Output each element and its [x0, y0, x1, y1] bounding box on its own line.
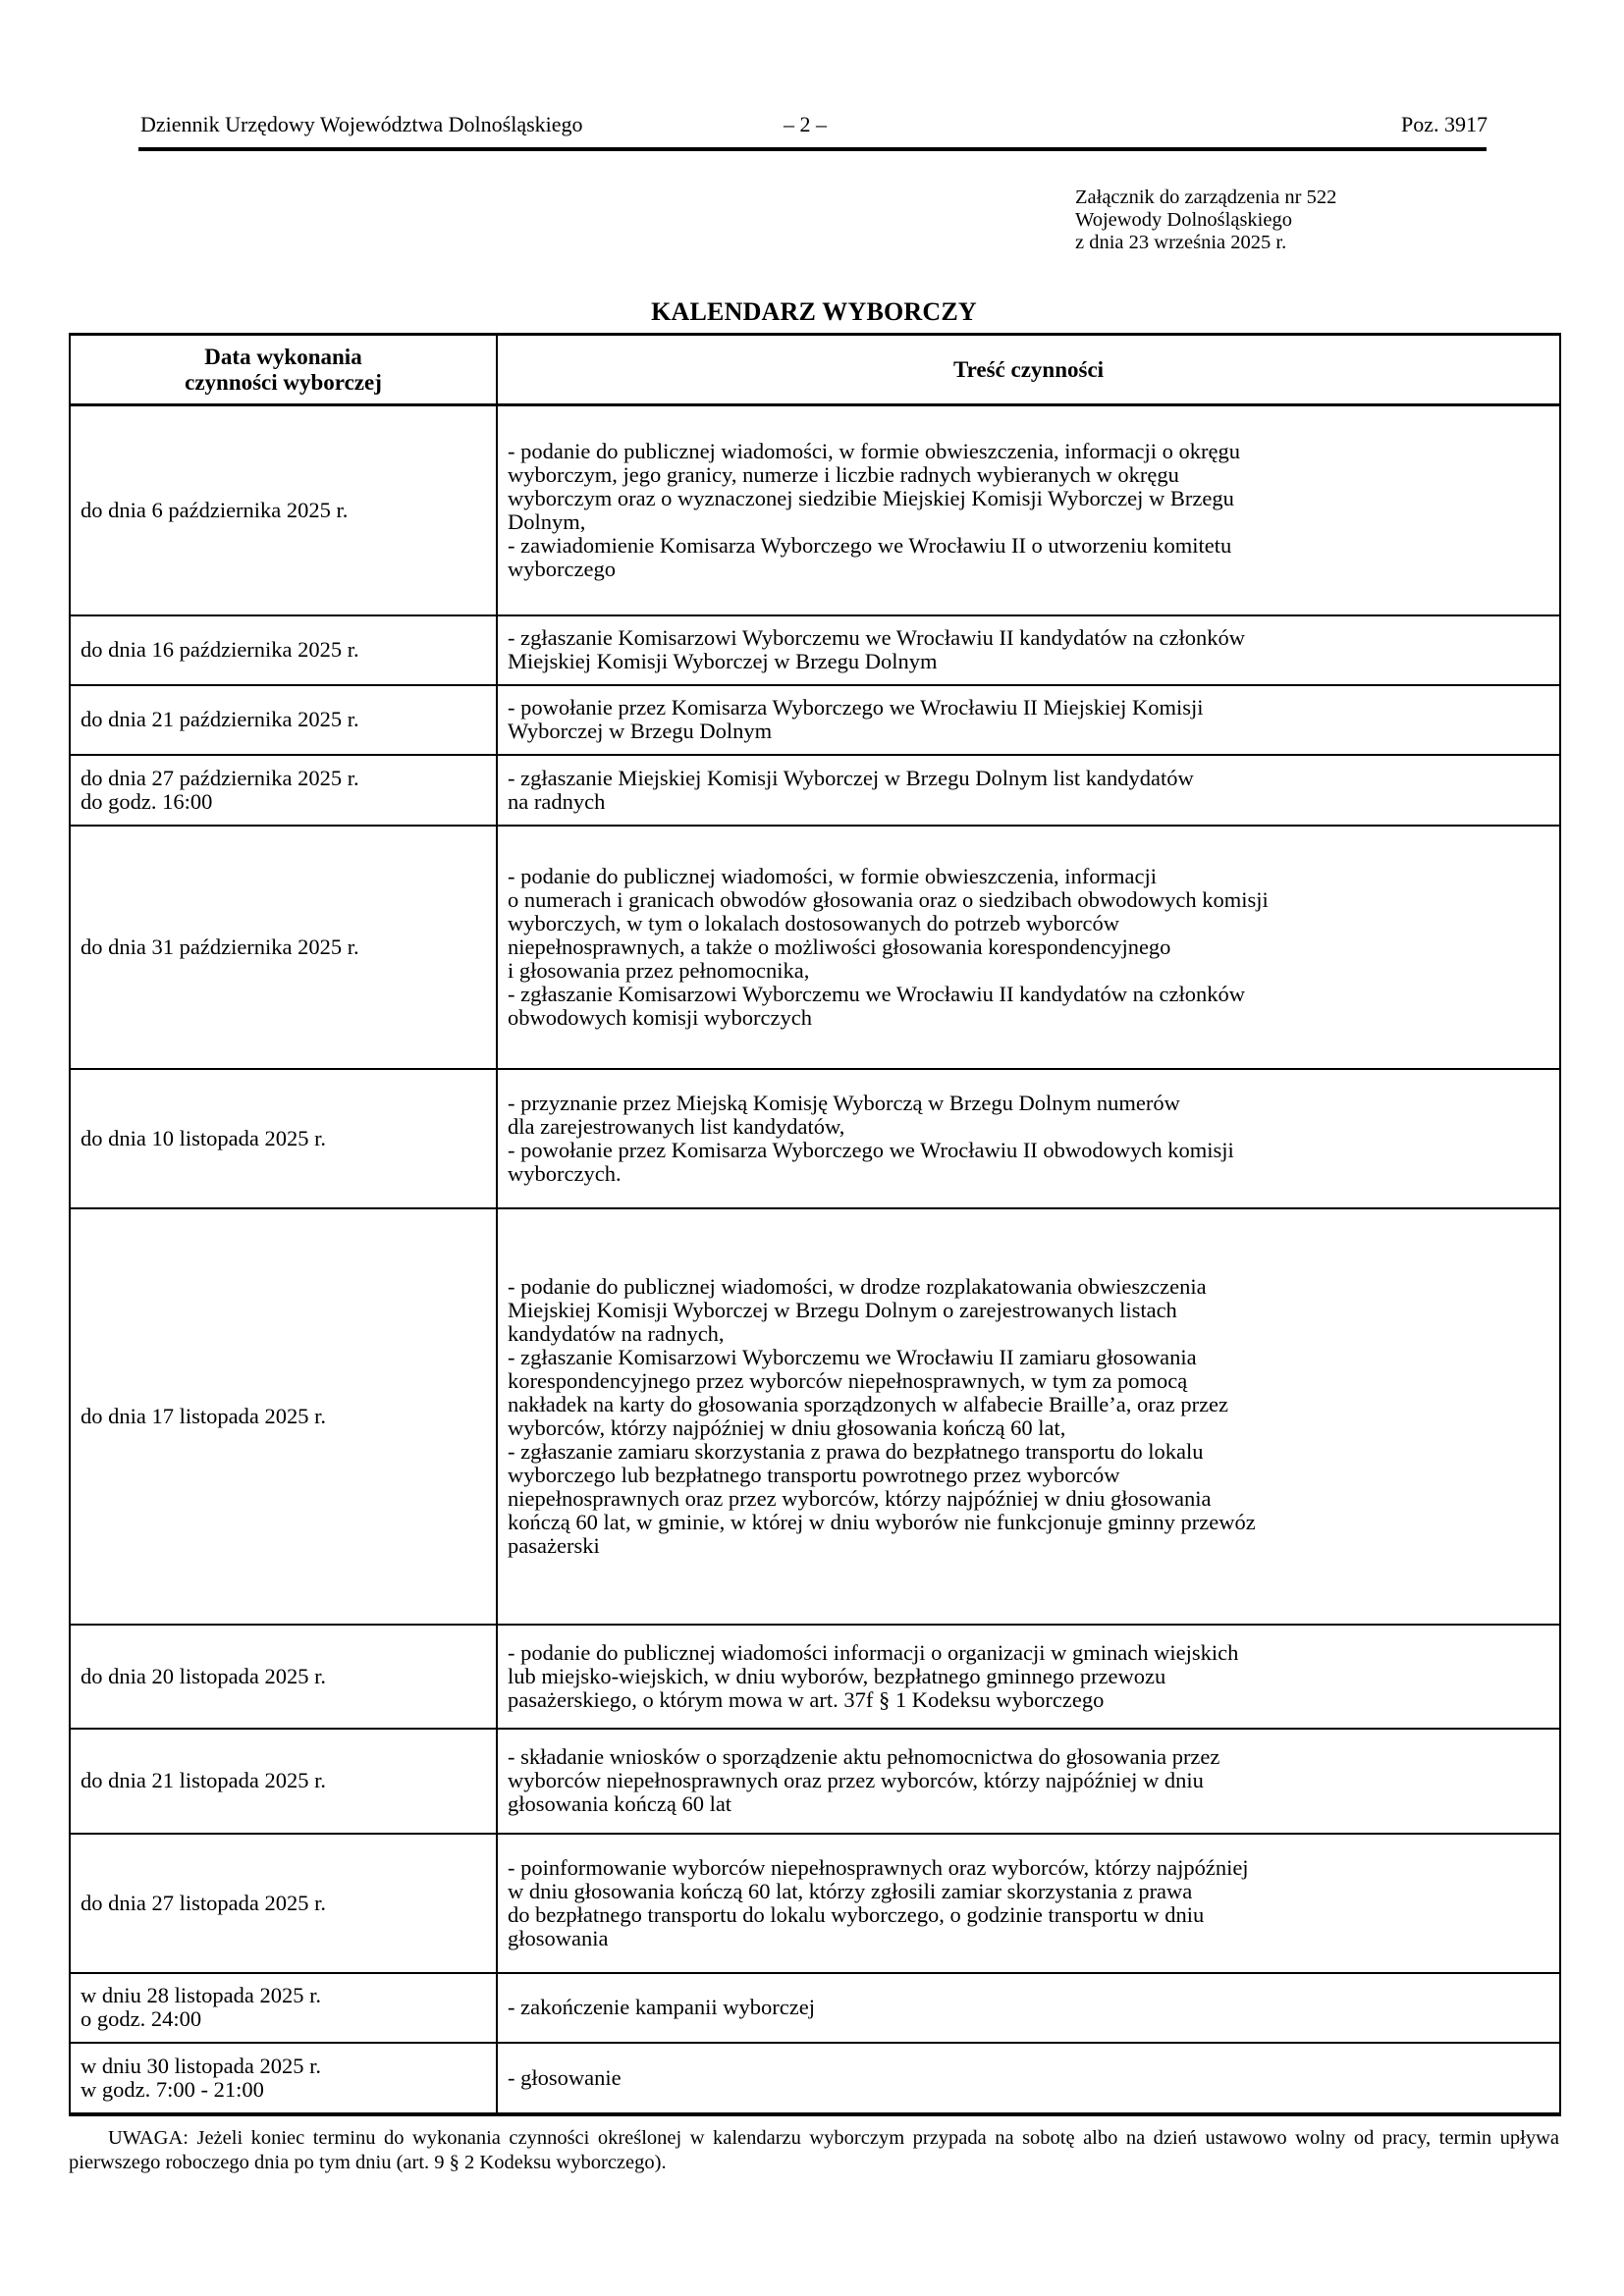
date-line: do dnia 21 października 2025 r.	[81, 707, 359, 731]
content-cell	[497, 2043, 1560, 2114]
date-line: do dnia 10 listopada 2025 r.	[81, 1125, 326, 1150]
content-line: - poinformowanie wyborców niepełnosprawnych oraz wyborców, którzy najpóźniej	[508, 1854, 1249, 1880]
content-cell	[497, 826, 1560, 1069]
content-cell	[497, 1973, 1560, 2043]
table-row	[70, 615, 1560, 685]
content-cell	[497, 1729, 1560, 1834]
content-cell	[497, 1208, 1560, 1625]
content-line: w dniu głosowania kończą 60 lat, którzy zgłosili zamiar skorzystania z prawa	[508, 1878, 1193, 1903]
content-line: i głosowania przez pełnomocnika,	[508, 957, 810, 983]
content-cell	[497, 615, 1560, 685]
table-row	[70, 1208, 1560, 1625]
date-cell	[70, 1729, 497, 1834]
content-line: - zgłaszanie Miejskiej Komisji Wyborczej w Brzegu Dolnym list kandydatów	[508, 765, 1194, 790]
content-line: - zawiadomienie Komisarza Wyborczego we Wrocławiu II o utworzeniu komitetu	[508, 532, 1232, 558]
content-line: Dolnym,	[508, 508, 586, 534]
content-line: na radnych	[508, 788, 606, 814]
date-line: o godz. 24:00	[81, 2006, 202, 2031]
content-line: pasażerski	[508, 1532, 600, 1558]
date-cell	[70, 615, 497, 685]
content-cell	[497, 1834, 1560, 1973]
header-divider	[138, 147, 1487, 151]
content-line: kandydatów na radnych,	[508, 1320, 725, 1346]
date-line: do dnia 6 października 2025 r.	[81, 497, 349, 522]
date-cell	[70, 755, 497, 826]
content-line: wyborczych.	[508, 1160, 622, 1186]
election-calendar-table	[69, 333, 1561, 2116]
document-title: KALENDARZ WYBORCZY	[651, 297, 977, 326]
content-line: niepełnosprawnych oraz przez wyborców, którzy najpóźniej w dniu głosowania	[508, 1485, 1212, 1511]
content-line: wyborczym, jego granicy, numerze i liczbie radnych wybieranych w okręgu	[508, 461, 1179, 487]
date-line: w godz. 7:00 - 21:00	[81, 2076, 264, 2102]
content-line: - zgłaszanie Komisarzowi Wyborczemu we Wrocławiu II kandydatów na członków	[508, 625, 1246, 650]
date-line: do dnia 17 listopada 2025 r.	[81, 1403, 326, 1428]
content-line: głosowania	[508, 1925, 609, 1950]
content-cell	[497, 1625, 1560, 1729]
table-row	[70, 826, 1560, 1069]
content-line: - powołanie przez Komisarza Wyborczego we Wrocławiu II Miejskiej Komisji	[508, 695, 1204, 720]
content-line: - zakończenie kampanii wyborczej	[508, 1995, 815, 2019]
date-cell	[70, 1625, 497, 1729]
content-line: wyborczego	[508, 556, 616, 581]
table-row	[70, 1069, 1560, 1208]
content-line: - przyznanie przez Miejską Komisję Wyborczą w Brzegu Dolnym numerów	[508, 1090, 1180, 1115]
header-content: Treść czynności	[497, 335, 1560, 405]
date-line: do godz. 16:00	[81, 788, 213, 814]
content-cell	[497, 685, 1560, 755]
note-uwaga: UWAGA: Jeżeli koniec terminu do wykonania czynności określonej w kalendarzu wyborczym przypada na sobotę albo na dzień ustawowo wolny od pracy, termin upływa pierwszego roboczego dnia po tym dniu (art. 9 § 2 Kodeksu wyborczego).	[69, 2127, 1559, 2173]
content-line: pasażerskiego, o którym mowa w art. 37f § 1 Kodeksu wyborczego	[508, 1686, 1105, 1712]
content-line: - zgłaszanie Komisarzowi Wyborczemu we Wrocławiu II zamiaru głosowania	[508, 1344, 1197, 1369]
content-line: wyborców, którzy najpóźniej w dniu głosowania kończą 60 lat,	[508, 1415, 1066, 1440]
date-cell	[70, 685, 497, 755]
content-cell	[497, 755, 1560, 826]
content-line: - zgłaszanie Komisarzowi Wyborczemu we Wrocławiu II kandydatów na członków	[508, 981, 1246, 1006]
content-line: o numerach i granicach obwodów głosowania oraz o siedzibach obwodowych komisji	[508, 886, 1269, 912]
content-line: - podanie do publicznej wiadomości, w formie obwieszczenia, informacji	[508, 863, 1158, 888]
content-line: - podanie do publicznej wiadomości, w formie obwieszczenia, informacji o okręgu	[508, 438, 1241, 463]
content-line: korespondencyjnego przez wyborców niepełnosprawnych, w tym za pomocą	[508, 1367, 1188, 1393]
date-line: w dniu 28 listopada 2025 r.	[81, 1983, 321, 2007]
content-line: wyborczych, w tym o lokalach dostosowanych do potrzeb wyborców	[508, 910, 1119, 935]
date-cell	[70, 1973, 497, 2043]
date-line: do dnia 20 listopada 2025 r.	[81, 1663, 326, 1688]
annex-line: Wojewody Dolnośląskiego	[1075, 209, 1292, 231]
content-line: - podanie do publicznej wiadomości informacji o organizacji w gminach wiejskich	[508, 1639, 1239, 1665]
content-line: dla zarejestrowanych list kandydatów,	[508, 1113, 845, 1139]
running-header	[138, 110, 1488, 139]
date-line: do dnia 16 października 2025 r.	[81, 637, 359, 662]
date-cell	[70, 1834, 497, 1973]
table-row	[70, 2043, 1560, 2114]
content-line: - składanie wniosków o sporządzenie aktu pełnomocnictwa do głosowania przez	[508, 1744, 1220, 1769]
table-row	[70, 1834, 1560, 1973]
page-number: – 2 –	[784, 112, 827, 136]
content-line: - podanie do publicznej wiadomości, w drodze rozplakatowania obwieszczenia	[508, 1273, 1207, 1299]
content-line: nakładek na karty do głosowania sporządzonych w alfabecie Braille’a, oraz przez	[508, 1391, 1229, 1416]
date-line: do dnia 27 października 2025 r.	[81, 765, 359, 790]
table-row	[70, 1729, 1560, 1834]
annex-line: z dnia 23 września 2025 r.	[1075, 232, 1287, 253]
content-line: głosowania kończą 60 lat	[508, 1791, 732, 1816]
content-cell	[497, 1069, 1560, 1208]
content-line: do bezpłatnego transportu do lokalu wyborczego, o godzinie transportu w dniu	[508, 1901, 1205, 1927]
annex-line: Załącznik do zarządzenia nr 522	[1075, 187, 1337, 208]
date-line: do dnia 21 listopada 2025 r.	[81, 1768, 326, 1792]
table-row	[70, 685, 1560, 755]
content-line: - głosowanie	[508, 2064, 622, 2090]
table-row	[70, 405, 1560, 615]
header-date-line: czynności wyborczej	[185, 369, 382, 395]
date-cell	[70, 826, 497, 1069]
table-row	[70, 755, 1560, 826]
content-line: wyborców niepełnosprawnych oraz przez wyborców, którzy najpóźniej w dniu	[508, 1768, 1204, 1792]
content-line: - zgłaszanie zamiaru skorzystania z prawa do bezpłatnego transportu do lokalu	[508, 1438, 1204, 1464]
date-cell	[70, 2043, 497, 2114]
content-line: wyborczego lub bezpłatnego transportu powrotnego przez wyborców	[508, 1462, 1120, 1487]
table-row	[70, 1625, 1560, 1729]
content-line: lub miejsko-wiejskich, w dniu wyborów, bezpłatnego gminnego przewozu	[508, 1663, 1166, 1688]
content-cell	[497, 405, 1560, 615]
content-line: - powołanie przez Komisarza Wyborczego we Wrocławiu II obwodowych komisji	[508, 1137, 1234, 1162]
header-date-line: Data wykonania	[204, 344, 362, 369]
date-cell	[70, 1208, 497, 1625]
date-cell	[70, 1069, 497, 1208]
content-line: niepełnosprawnych, a także o możliwości głosowania korespondencyjnego	[508, 934, 1171, 959]
content-line: wyborczym oraz o wyznaczonej siedzibie Miejskiej Komisji Wyborczej w Brzegu	[508, 485, 1234, 510]
position-number: Poz. 3917	[1401, 112, 1488, 136]
table-row	[70, 1973, 1560, 2043]
journal-name: Dziennik Urzędowy Województwa Dolnośląskiego	[140, 112, 583, 136]
date-line: do dnia 31 października 2025 r.	[81, 934, 359, 959]
date-cell	[70, 405, 497, 615]
content-line: Miejskiej Komisji Wyborczej w Brzegu Dolnym o zarejestrowanych listach	[508, 1297, 1177, 1322]
content-line: Wyborczej w Brzegu Dolnym	[508, 719, 773, 743]
content-line: obwodowych komisji wyborczych	[508, 1004, 812, 1030]
date-line: do dnia 27 listopada 2025 r.	[81, 1890, 326, 1915]
content-line: kończą 60 lat, w gminie, w której w dniu wyborów nie funkcjonuje gminny przewóz	[508, 1509, 1256, 1534]
content-line: Miejskiej Komisji Wyborczej w Brzegu Dolnym	[508, 649, 938, 673]
table-header-row	[70, 335, 1560, 405]
date-line: w dniu 30 listopada 2025 r.	[81, 2053, 321, 2078]
annex-reference	[1075, 187, 1336, 254]
header-date	[70, 335, 497, 405]
